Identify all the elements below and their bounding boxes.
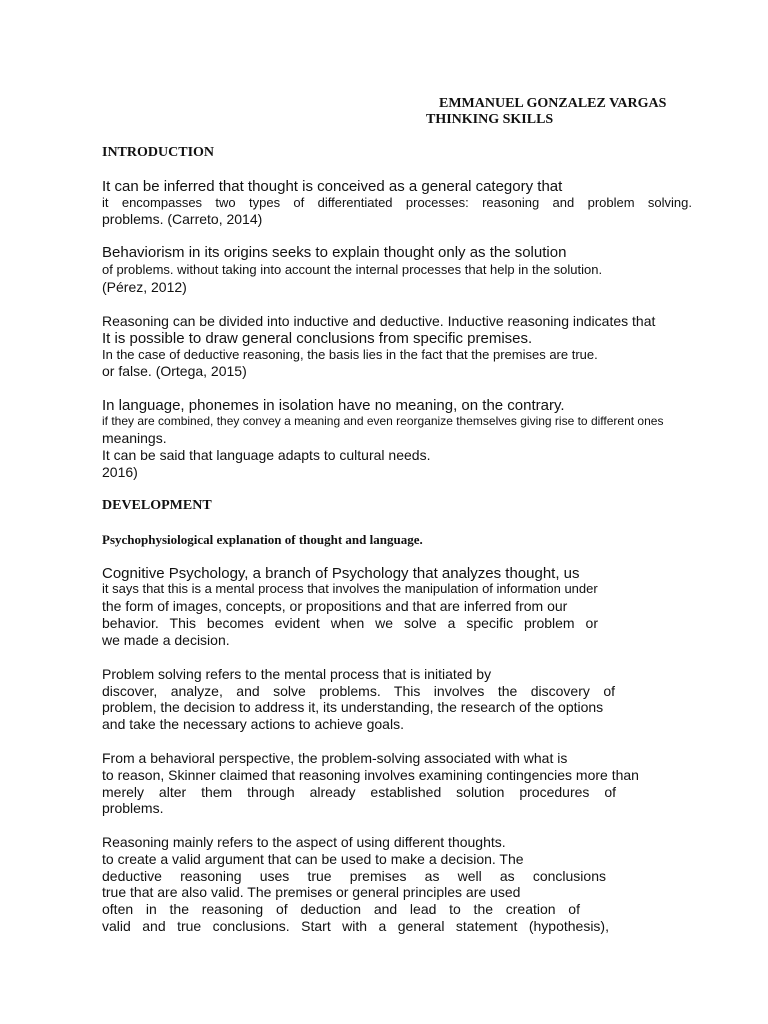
intro-p3-line: In the case of deductive reasoning, the basis lies in the fact that the premises are true.: [102, 347, 598, 362]
author-name: EMMANUEL GONZALEZ VARGAS: [439, 96, 667, 111]
dev-p4-line: Reasoning mainly refers to the aspect of using different thoughts.: [102, 834, 506, 850]
dev-p4-line: valid and true conclusions. Start with a general statement (hypothesis),: [102, 918, 609, 934]
intro-p4-line: It can be said that language adapts to cultural needs.: [102, 447, 431, 463]
intro-p2-line: Behaviorism in its origins seeks to explain thought only as the solution: [102, 244, 567, 261]
intro-p3-line: or false. (Ortega, 2015): [102, 363, 247, 379]
dev-p1-line: the form of images, concepts, or propositions and that are inferred from our: [102, 598, 568, 614]
dev-p2-line: discover, analyze, and solve problems. This involves the discovery of: [102, 683, 615, 699]
dev-p1-line: Cognitive Psychology, a branch of Psychology that analyzes thought, us: [102, 565, 580, 582]
intro-p3-line: It is possible to draw general conclusions from specific premises.: [102, 330, 533, 347]
dev-p4-line: to create a valid argument that can be used to make a decision. The: [102, 851, 524, 867]
dev-p1-line: it says that this is a mental process that involves the manipulation of information under: [102, 581, 598, 596]
dev-p3-line: problems.: [102, 800, 164, 816]
intro-p3-line: Reasoning can be divided into inductive and deductive. Inductive reasoning indicates that: [102, 313, 656, 329]
dev-p4-line: deductive reasoning uses true premises as well as conclusions: [102, 868, 606, 884]
intro-p4-line: In language, phonemes in isolation have no meaning, on the contrary.: [102, 397, 565, 414]
intro-p4-line: 2016): [102, 464, 138, 480]
document-subject: THINKING SKILLS: [426, 112, 554, 127]
dev-p4-line: true that are also valid. The premises or general principles are used: [102, 884, 521, 900]
intro-p4-line: if they are combined, they convey a meaning and even reorganize themselves giving rise to different ones: [102, 414, 664, 428]
intro-p1-line: It can be inferred that thought is conceived as a general category that: [102, 178, 563, 195]
introduction-heading: INTRODUCTION: [102, 145, 215, 160]
dev-p2-line: and take the necessary actions to achieve goals.: [102, 716, 404, 732]
dev-p2-line: Problem solving refers to the mental process that is initiated by: [102, 666, 492, 682]
dev-p3-line: to reason, Skinner claimed that reasoning involves examining contingencies more than: [102, 767, 639, 783]
dev-p3-line: merely alter them through already established solution procedures of: [102, 784, 616, 800]
dev-p3-line: From a behavioral perspective, the problem-solving associated with what is: [102, 750, 568, 766]
intro-p1-line: problems. (Carreto, 2014): [102, 211, 263, 227]
intro-p2-line: (Pérez, 2012): [102, 279, 187, 295]
dev-p1-line: we made a decision.: [102, 632, 230, 648]
development-heading: DEVELOPMENT: [102, 498, 212, 513]
intro-p1-line: it encompasses two types of differentiated processes: reasoning and problem solving.: [102, 195, 692, 210]
dev-p4-line: often in the reasoning of deduction and lead to the creation of: [102, 901, 580, 917]
intro-p2-line: of problems. without taking into account the internal processes that help in the solution.: [102, 262, 603, 277]
development-subheading: Psychophysiological explanation of thought and language.: [102, 532, 423, 547]
dev-p1-line: behavior. This becomes evident when we solve a specific problem or: [102, 615, 598, 631]
dev-p2-line: problem, the decision to address it, its understanding, the research of the options: [102, 699, 604, 715]
intro-p4-line: meanings.: [102, 430, 167, 446]
